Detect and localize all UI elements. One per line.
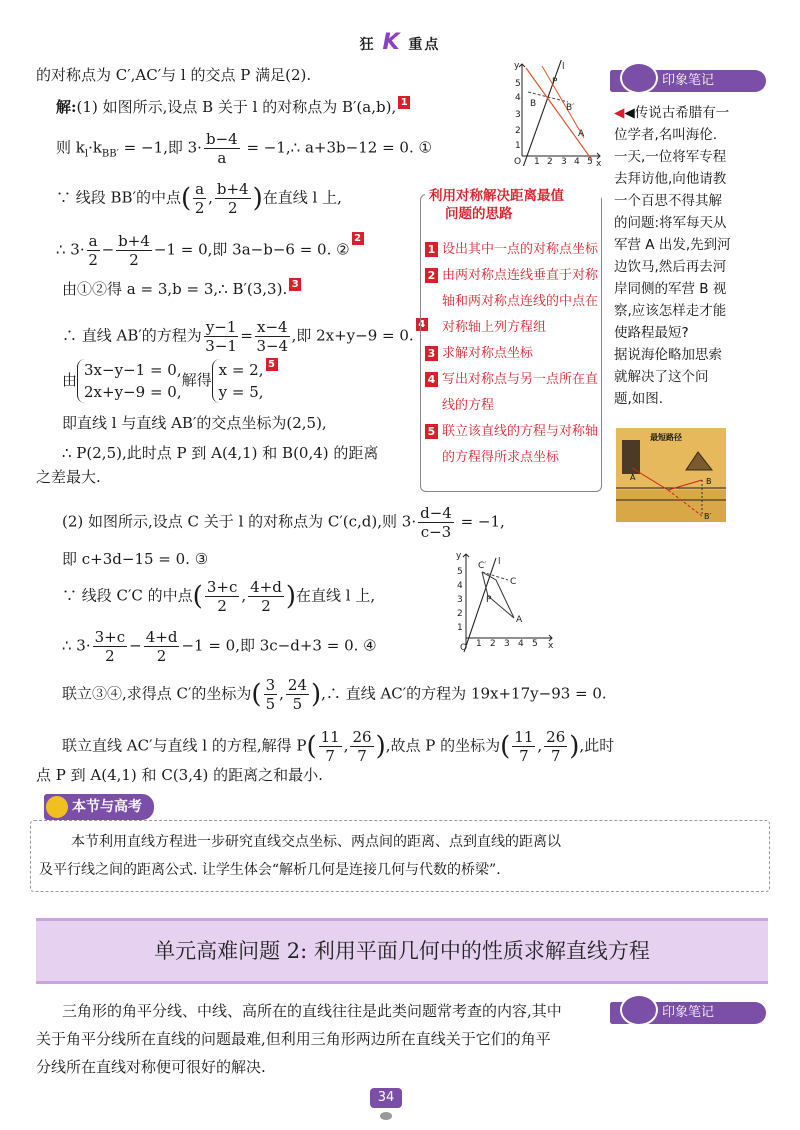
point-P-label: P — [552, 77, 558, 87]
axis-y-label: y — [514, 61, 520, 71]
unit-banner — [36, 918, 768, 984]
origin-label: O — [460, 643, 468, 652]
intro-line: 分线所在直线对称便可很好的解决. — [36, 1058, 266, 1076]
graph-2-symmetric-point-C — [452, 550, 556, 652]
denominator: 2 — [105, 647, 115, 665]
numerator: d−4 — [420, 504, 452, 522]
fraction — [418, 504, 454, 541]
picture-label-B-prime: B′ — [704, 512, 712, 521]
section-tag-label: 本节与高考 — [72, 799, 142, 815]
side-note-line: 察,应该怎样走才能 — [614, 303, 727, 319]
denominator: 2 — [261, 597, 271, 615]
side-note-line: 一个百思不得其解 — [614, 193, 722, 209]
solution-line — [62, 358, 278, 403]
numerator: b+4 — [216, 180, 249, 198]
solution-line: ∴ 3· $\frac{a}{2}$ − $\frac{b+4}{2}$ −1 = 0,即 3a−b−6 = 0. ②2 — [56, 232, 364, 269]
picture-label-A: A — [630, 473, 636, 482]
text: 联立直线 AC′与直线 l 的方程,解得 P — [62, 736, 307, 755]
denominator: 2 — [129, 251, 139, 269]
step-text: 求解对称点坐标 — [442, 346, 534, 361]
y-tick: 3 — [515, 110, 521, 120]
solution-system — [212, 359, 264, 403]
step-marker: 5 — [266, 358, 278, 371]
method-step — [425, 263, 601, 341]
text: 由①②得 a = 3,b = 3,∴ B′(3,3). — [62, 280, 288, 298]
text: = −1,即 3· — [118, 138, 202, 157]
side-note-tab — [610, 70, 766, 92]
step-text: 由两对称点连线垂直于对称 — [442, 268, 599, 283]
denominator: a — [217, 149, 227, 167]
point-B-prime-label: B′ — [566, 103, 575, 113]
y-tick: 4 — [457, 581, 463, 591]
step-number: 5 — [425, 424, 438, 439]
y-tick: 2 — [515, 126, 521, 136]
solution-line: 的对称点为 C′,AC′与 l 的交点 P 满足(2). — [36, 66, 312, 84]
y-tick: 3 — [457, 595, 463, 605]
side-note-line-text: ◀传说古希腊有一 — [624, 105, 730, 121]
side-note-line: 一天,一位将军专程 — [614, 149, 727, 165]
text: (2) 如图所示,设点 C 关于 l 的对称点为 C′(c,d),则 3· — [62, 512, 417, 531]
text: 解得 — [181, 371, 212, 389]
step-text: 的方程得所求点坐标 — [442, 450, 560, 465]
denominator: 2 — [217, 597, 227, 615]
x-tick: 2 — [490, 639, 496, 649]
text: (1) 如图所示,设点 B 关于 l 的对称点为 B′(a,b), — [76, 98, 397, 116]
fraction — [193, 180, 206, 217]
solution-line: ∴ P(2,5),此时点 P 到 A(4,1) 和 B(0,4) 的距离 — [62, 444, 379, 462]
point-A-label: A — [578, 129, 585, 139]
numerator: 3 — [265, 676, 276, 694]
heron-shortest-path-picture — [616, 428, 726, 522]
denominator: 3−4 — [256, 337, 289, 355]
numerator: x−4 — [256, 318, 288, 336]
fraction — [248, 578, 284, 615]
summary-line: 及平行线之间的距离公式. 让学生体会“解析几何是连接几何与代数的桥梁”. — [39, 862, 501, 878]
numerator: 26 — [352, 728, 372, 746]
y-tick: 5 — [457, 567, 463, 577]
x-tick: 3 — [504, 639, 510, 649]
x-tick: 5 — [532, 639, 538, 649]
side-note-line: 就解决了这个问 — [614, 369, 709, 385]
side-note-line: ◀◀传说古希腊有一 — [614, 105, 730, 121]
axis-x-label: x — [596, 159, 602, 166]
step-text: 设出其中一点的对称点坐标 — [442, 242, 599, 257]
side-note-line: 边饮马,然后再去河 — [614, 259, 727, 275]
text: ∵ 线段 C′C 的中点 — [62, 586, 193, 605]
fraction — [116, 232, 152, 269]
numerator: a — [195, 180, 205, 198]
section-summary-box — [30, 820, 770, 892]
x-tick: 1 — [534, 157, 540, 166]
x-tick: 2 — [547, 157, 553, 166]
step-text: 对称轴上列方程组 — [442, 320, 547, 335]
side-note-line: 题,如图. — [614, 391, 664, 407]
denominator: c−3 — [420, 523, 452, 541]
step-marker: 1 — [398, 96, 410, 109]
text: 联立③④,求得点 C′的坐标为 — [62, 684, 252, 703]
fraction — [544, 728, 567, 765]
numerator: 4+d — [145, 628, 178, 646]
section-tag — [44, 794, 154, 820]
denominator: 2 — [227, 199, 238, 217]
solution-line: 即 c+3d−15 = 0. ③ — [62, 550, 209, 568]
denominator: 2 — [194, 199, 205, 217]
solution-line: 之差最大. — [36, 468, 101, 486]
step-number: 4 — [425, 372, 438, 387]
origin-label: O — [514, 157, 522, 166]
text: ∴ 3· — [62, 636, 91, 655]
fraction — [93, 628, 128, 665]
fraction — [264, 676, 278, 713]
fraction — [215, 180, 251, 217]
solution-line: 联立③④,求得点 C′的坐标为( $\frac{3}{5}$ , $\frac{24}{5}$ ),∴ 直线 AC′的方程为 19x+17y−93 = 0. — [62, 676, 607, 713]
numerator: 3+c — [94, 628, 126, 646]
denominator: 7 — [357, 747, 367, 765]
y-tick: 2 — [457, 609, 463, 619]
point-P-label: P — [486, 595, 492, 605]
solution-line — [62, 504, 505, 541]
step-marker: 4 — [416, 318, 428, 331]
point-C-label: C — [510, 577, 517, 587]
y-tick: 4 — [515, 93, 521, 103]
y-tick: 1 — [457, 623, 463, 633]
page-header — [0, 30, 800, 55]
numerator: y−1 — [205, 318, 237, 336]
numerator: a — [88, 232, 98, 250]
step-text: 联立该直线的方程与对称轴 — [442, 424, 599, 439]
step-number: 3 — [425, 346, 438, 361]
step-number: 1 — [425, 242, 438, 257]
solution-label: 解: — [56, 98, 77, 116]
solution-line: 点 P 到 A(4,1) 和 C(3,4) 的距离之和最小. — [36, 766, 323, 784]
text: 在直线 l 上, — [296, 586, 376, 605]
numerator: b+4 — [118, 232, 150, 250]
method-title-line: 问题的思路 — [445, 206, 513, 222]
x-tick: 3 — [561, 157, 567, 166]
text: 在直线 l 上, — [262, 188, 342, 207]
equation: x = 2, — [218, 361, 264, 379]
side-note-2 — [610, 1002, 766, 1024]
solution-line: ∴ 直线 AB′的方程为 $\frac{y-1}{3-1}$ = $\frac{x-4}{3-4}$ ,即 2x+y−9 = 0.4 — [62, 318, 428, 355]
step-number: 2 — [425, 268, 438, 283]
side-note-line: 的问题:将军每天从 — [614, 215, 727, 231]
picture-label-B: B — [706, 477, 712, 486]
solution-line — [62, 278, 301, 300]
intro-line: 三角形的角平分线、中线、高所在的直线往往是此类问题常考查的内容,其中 — [62, 1002, 562, 1020]
picture-title: 最短路径 — [650, 433, 682, 442]
line-l-label: l — [562, 62, 565, 72]
text: 则 k — [56, 138, 85, 157]
text: ∴ 直线 AB′的方程为 — [62, 326, 202, 345]
fraction — [350, 728, 373, 765]
equation: 2x+y−9 = 0, — [84, 383, 182, 401]
solution-line — [56, 96, 410, 118]
text: 由 — [62, 371, 78, 389]
side-note-tab-label: 印象笔记 — [662, 73, 715, 88]
denominator: 7 — [519, 747, 529, 765]
method-step — [425, 237, 601, 263]
text: ,此时 — [579, 736, 615, 755]
x-tick: 5 — [587, 157, 593, 166]
page-number: 34 — [370, 1088, 402, 1108]
step-text: 写出对称点与另一点所在直 — [442, 372, 599, 387]
text: −1 = 0,即 3a−b−6 = 0. ② — [153, 240, 350, 259]
equation: y = 5, — [218, 383, 264, 401]
text: ,即 2x+y−9 = 0. — [291, 326, 414, 345]
side-note-line: 使路程最短? — [614, 325, 689, 341]
fraction — [204, 318, 239, 355]
text: = −1,∴ a+3b−12 = 0. ① — [241, 138, 432, 157]
fraction — [87, 232, 100, 269]
method-steps — [425, 237, 601, 471]
graph-1-symmetric-point-B — [512, 60, 604, 166]
solution-line: 即直线 l 与直线 AB′的交点坐标为(2,5), — [62, 414, 327, 432]
point-A-label: A — [516, 615, 523, 625]
banner-title: 单元高难问题 2: 利用平面几何中的性质求解直线方程 — [154, 939, 650, 963]
denominator: 5 — [292, 695, 303, 713]
solution-line: 联立直线 AC′与直线 l 的方程,解得 P( $\frac{11}{7}$ , $\frac{26}{7}$ ),故点 P 的坐标为( $\frac{11}{7}$ , $\frac{26}{7}$ ),此时 — [62, 728, 615, 765]
side-note-line: 军营 A 出发,先到河 — [614, 237, 731, 253]
denominator: 3−1 — [205, 337, 237, 355]
method-title-line: 利用对称解决距离最值 — [429, 188, 564, 204]
denominator: 2 — [88, 251, 98, 269]
method-step — [425, 419, 601, 471]
side-note-text — [610, 102, 766, 410]
side-note — [610, 70, 766, 410]
solution-line: ∵ 线段 BB′的中点( $\frac{a}{2}$ , $\frac{b+4}{2}$ )在直线 l 上, — [56, 180, 342, 217]
side-note-line: 岸同侧的军营 B 视 — [614, 281, 727, 297]
numerator: 11 — [514, 728, 534, 746]
x-tick: 4 — [574, 157, 580, 166]
numerator: 24 — [287, 676, 307, 694]
method-box-title — [425, 187, 601, 223]
y-tick: 5 — [515, 79, 521, 89]
point-C-prime-label: C′ — [478, 561, 487, 571]
text: ·k — [88, 138, 102, 157]
side-note-line: 去拜访他,向他请教 — [614, 171, 727, 187]
solution-line: ∴ 3· $\frac{3+c}{2}$ − $\frac{4+d}{2}$ −1 = 0,即 3c−d+3 = 0. ④ — [62, 628, 377, 665]
point-B-label: B — [530, 99, 537, 109]
x-tick: 1 — [476, 639, 482, 649]
denominator: 7 — [550, 747, 561, 765]
numerator: b−4 — [205, 130, 238, 148]
solution-line: ∵ 线段 C′C 的中点( $\frac{3+c}{2}$ , $\frac{4+d}{2}$ )在直线 l 上, — [62, 578, 376, 615]
footer-ornament-icon — [380, 1112, 392, 1120]
method-box — [420, 188, 602, 492]
numerator: 26 — [546, 728, 566, 746]
text: ∴ 3· — [56, 240, 85, 259]
equation-system — [77, 359, 182, 403]
header-k-logo: K — [382, 30, 402, 55]
y-tick: 1 — [515, 141, 521, 151]
text: ,∴ 直线 AC′的方程为 19x+17y−93 = 0. — [321, 684, 607, 703]
header-right: 重点 — [408, 37, 441, 53]
numerator: 11 — [320, 728, 340, 746]
text: = −1, — [455, 512, 505, 531]
axis-x-label: x — [548, 641, 554, 651]
equation: 3x−y−1 = 0, — [84, 361, 182, 379]
x-tick: 4 — [518, 639, 524, 649]
acorn-icon — [46, 796, 68, 818]
denominator: 7 — [325, 747, 335, 765]
step-text: 线的方程 — [442, 398, 495, 413]
summary-line: 本节利用直线方程进一步研究直线交点坐标、两点间的距离、点到直线的距离以 — [71, 834, 561, 850]
text: ∵ 线段 BB′的中点 — [56, 188, 181, 207]
axis-y-label: y — [456, 551, 462, 561]
fraction — [255, 318, 290, 355]
method-step — [425, 367, 601, 419]
fraction — [512, 728, 535, 765]
method-step — [425, 341, 601, 367]
elephant-icon — [620, 62, 658, 94]
fraction — [144, 628, 180, 665]
intro-line: 关于角平分线所在直线的问题最难,但利用三角形两边所在直线关于它们的角平 — [36, 1030, 551, 1048]
side-note-tab — [610, 1002, 766, 1024]
fraction — [205, 578, 240, 615]
step-marker: 3 — [289, 278, 301, 291]
side-note-tab-label: 印象笔记 — [662, 1005, 715, 1020]
text: −1 = 0,即 3c−d+3 = 0. ④ — [181, 636, 377, 655]
line-l-label: l — [498, 557, 501, 567]
numerator: 3+c — [206, 578, 238, 596]
numerator: 4+d — [250, 578, 282, 596]
step-marker: 2 — [352, 232, 364, 245]
fraction — [319, 728, 342, 765]
step-text: 轴和两对称点连线的中点在 — [442, 294, 599, 309]
denominator: 2 — [156, 647, 167, 665]
side-note-line: 据说海伦略加思索 — [614, 347, 722, 363]
elephant-icon — [620, 994, 658, 1026]
denominator: 5 — [265, 695, 276, 713]
text: ,故点 P 的坐标为 — [385, 736, 501, 755]
fraction — [286, 676, 309, 713]
side-note-line: 位学者,名叫海伦. — [614, 127, 718, 143]
solution-line: 则 $k_l\cdot k_{BB'} = -1$,即 3· $\frac{b-4}{a}$ = −1,∴ a+3b−12 = 0. ① — [56, 130, 432, 167]
header-left: 狂 — [359, 37, 376, 53]
fraction — [204, 130, 240, 167]
